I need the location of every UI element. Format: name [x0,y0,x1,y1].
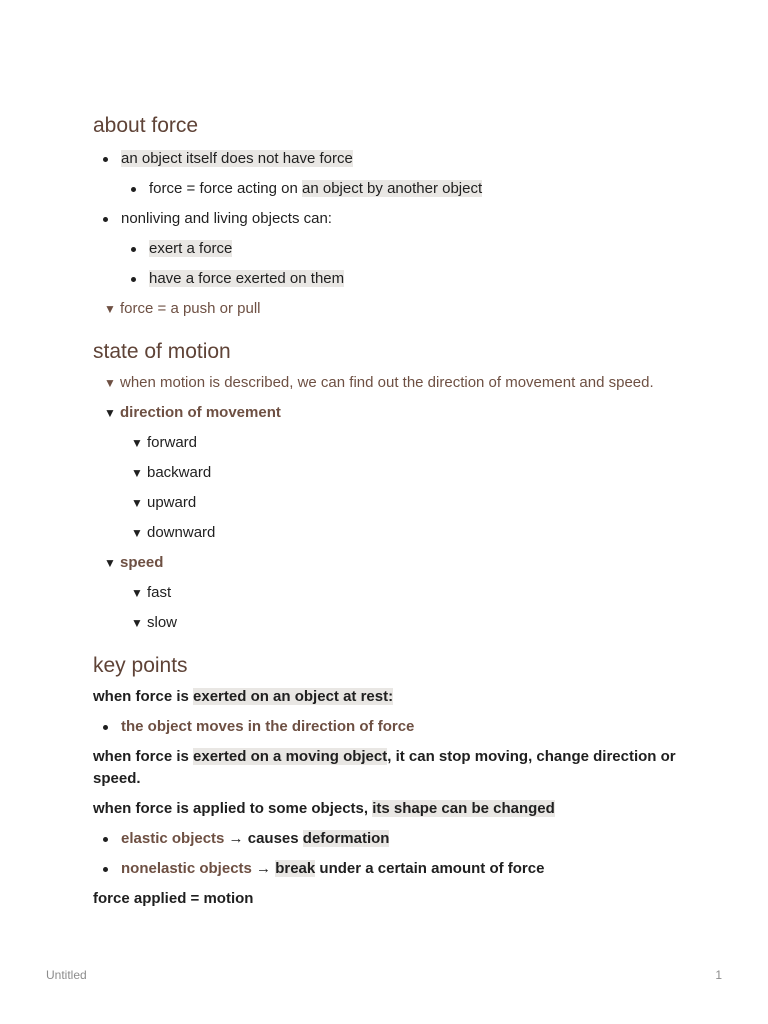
item-text: → causes [224,830,303,847]
highlight-text: exert a force [149,240,233,257]
item-text: nonliving and living objects can: [121,210,332,227]
heading-about-force: about force [93,114,199,137]
toggle-label: forward [147,434,198,451]
paragraph [93,682,683,712]
paragraph-text: when force is applied to some objects, [93,800,373,817]
document-body [93,110,683,914]
list-item [93,174,683,204]
highlight-text: its shape can be changed [372,800,555,817]
footer-page-number: 1 [715,968,722,982]
highlight-text: an object by another object [302,180,483,197]
footer-title: Untitled [46,968,87,982]
toggle-label: downward [147,524,216,541]
toggle-label: force = a push or pull [120,300,261,317]
toggle-direction[interactable] [93,428,683,458]
highlight-text: break [275,860,316,877]
triangle-down-icon[interactable]: ▼ [131,526,143,540]
highlight-text: have a force exerted on them [149,270,345,287]
paragraph [93,742,683,794]
triangle-down-icon[interactable]: ▼ [131,496,143,510]
highlight-text: an object itself does not have force [121,150,353,167]
toggle-direction[interactable] [93,458,683,488]
triangle-down-icon[interactable]: ▼ [104,406,116,420]
item-label: elastic objects [121,830,225,847]
toggle-speed-value[interactable] [93,578,683,608]
triangle-down-icon[interactable]: ▼ [131,466,143,480]
triangle-down-icon[interactable]: ▼ [131,616,143,630]
triangle-down-icon[interactable]: ▼ [131,436,143,450]
highlight-text: deformation [302,830,390,847]
list-item [93,854,683,884]
toggle-label: upward [147,494,197,511]
highlight-text: exerted on an object at rest: [193,688,394,705]
paragraph-text: when force is [93,748,194,765]
item-label: nonelastic objects [121,860,252,877]
list-item [93,712,683,742]
triangle-down-icon[interactable]: ▼ [104,302,116,316]
toggle-direction-of-movement[interactable] [93,398,683,428]
list-item [93,824,683,854]
list-item [93,234,683,264]
paragraph-text: when force is [93,688,194,705]
paragraph-text: , it can stop moving, change direction or speed. [93,748,676,787]
triangle-down-icon[interactable]: ▼ [104,376,116,390]
list-item [93,264,683,294]
paragraph-text: force applied = motion [93,890,254,907]
toggle-direction[interactable] [93,518,683,548]
toggle-motion-description[interactable] [93,368,683,398]
toggle-speed-value[interactable] [93,608,683,638]
highlight-text: exerted on a moving object [193,748,388,765]
item-text: force = force acting on [149,180,303,197]
toggle-label: direction of movement [120,404,281,421]
toggle-label: slow [147,614,178,631]
item-text: under a certain amount of force [315,860,545,877]
list-item [93,144,683,174]
heading-key-points: key points [93,654,188,677]
list-item [93,204,683,234]
triangle-down-icon[interactable]: ▼ [104,556,116,570]
toggle-push-or-pull[interactable] [93,294,683,324]
toggle-label: fast [147,584,172,601]
toggle-label: speed [120,554,164,571]
toggle-speed[interactable] [93,548,683,578]
item-text: the object moves in the direction of force [121,718,415,735]
toggle-label: when motion is described, we can find out the direction of movement and speed. [120,374,654,391]
paragraph [93,794,683,824]
toggle-label: backward [147,464,212,481]
toggle-direction[interactable] [93,488,683,518]
heading-state-of-motion: state of motion [93,340,231,363]
item-text: → [251,860,276,877]
triangle-down-icon[interactable]: ▼ [131,586,143,600]
paragraph [93,884,683,914]
